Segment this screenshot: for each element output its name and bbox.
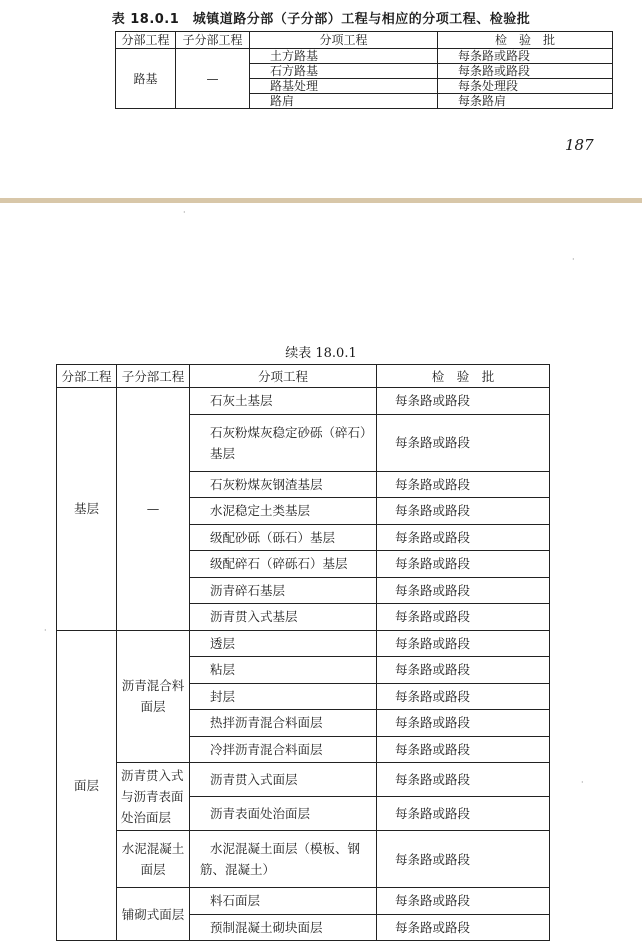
lot-cell: 每条路或路段	[377, 831, 550, 888]
item-cell: 级配砂砾（砾石）基层	[190, 524, 377, 551]
lot-cell: 每条路或路段	[377, 604, 550, 631]
division-cell: 基层	[57, 388, 117, 631]
lot-cell: 每条路肩	[438, 94, 613, 109]
continued-table-title: 续表 18.0.1	[285, 346, 357, 361]
item-cell: 路肩	[250, 94, 438, 109]
item-cell: 预制混凝土砌块面层	[190, 914, 377, 941]
item-cell: 封层	[190, 683, 377, 710]
table-row	[57, 831, 550, 888]
lot-cell: 每条路或路段	[377, 710, 550, 737]
scan-speck: ·	[44, 626, 47, 635]
lot-cell: 每条路或路段	[377, 683, 550, 710]
lot-cell: 每条路或路段	[377, 524, 550, 551]
division-cell: 路基	[116, 49, 176, 109]
page-divider	[0, 198, 642, 203]
item-cell: 料石面层	[190, 888, 377, 915]
header-item: 分项工程	[190, 365, 377, 388]
lot-cell: 每条路或路段	[377, 657, 550, 684]
item-cell: 石灰粉煤灰钢渣基层	[190, 471, 377, 498]
lot-cell: 每条路或路段	[377, 471, 550, 498]
item-cell: 石灰粉煤灰稳定砂砾（碎石）基层	[190, 414, 377, 471]
division-cell: 面层	[57, 630, 117, 941]
item-cell: 级配碎石（碎砾石）基层	[190, 551, 377, 578]
table-row	[57, 888, 550, 915]
lot-cell: 每条路或路段	[377, 736, 550, 763]
item-cell: 沥青碎石基层	[190, 577, 377, 604]
continued-division-table	[56, 364, 550, 941]
lot-cell: 每条路或路段	[377, 551, 550, 578]
item-cell: 土方路基	[250, 49, 438, 64]
item-cell: 石方路基	[250, 64, 438, 79]
table-title: 表 18.0.1 城镇道路分部（子分部）工程与相应的分项工程、检验批	[111, 12, 531, 27]
item-cell: 路基处理	[250, 79, 438, 94]
division-table	[115, 31, 613, 109]
lot-cell: 每条路或路段	[377, 763, 550, 797]
lot-cell: 每条路或路段	[377, 388, 550, 415]
lot-cell: 每条路或路段	[377, 414, 550, 471]
page-number: 187	[565, 136, 594, 154]
table-header-row	[116, 32, 613, 49]
lot-cell: 每条路或路段	[438, 64, 613, 79]
header-division: 分部工程	[116, 32, 176, 49]
table-row	[57, 763, 550, 797]
lot-cell: 每条路或路段	[377, 914, 550, 941]
item-cell: 热拌沥青混合料面层	[190, 710, 377, 737]
item-cell: 水泥稳定土类基层	[190, 498, 377, 525]
table-row	[57, 630, 550, 657]
upper-page	[0, 0, 642, 196]
header-subdivision: 子分部工程	[117, 365, 190, 388]
subdivision-cell: 铺砌式面层	[117, 888, 190, 941]
lot-cell: 每条路或路段	[377, 888, 550, 915]
item-cell: 沥青贯入式基层	[190, 604, 377, 631]
table-row	[57, 388, 550, 415]
subdivision-cell: 沥青贯入式与沥青表面处治面层	[117, 763, 190, 831]
subdivision-cell: 沥青混合料面层	[117, 630, 190, 763]
subdivision-cell: —	[176, 49, 250, 109]
scan-speck: ·	[183, 208, 186, 217]
header-item: 分项工程	[250, 32, 438, 49]
scan-speck: ·	[581, 778, 584, 787]
subdivision-cell: —	[117, 388, 190, 631]
item-cell: 水泥混凝土面层（模板、钢筋、混凝土）	[190, 831, 377, 888]
scan-speck: ·	[572, 255, 575, 264]
item-cell: 透层	[190, 630, 377, 657]
header-division: 分部工程	[57, 365, 117, 388]
lot-cell: 每条路或路段	[377, 630, 550, 657]
header-lot: 检 验 批	[438, 32, 613, 49]
item-cell: 石灰土基层	[190, 388, 377, 415]
lot-cell: 每条路或路段	[377, 577, 550, 604]
lot-cell: 每条路或路段	[438, 49, 613, 64]
subdivision-cell: 水泥混凝土面层	[117, 831, 190, 888]
header-subdivision: 子分部工程	[176, 32, 250, 49]
table-header-row	[57, 365, 550, 388]
lot-cell: 每条处理段	[438, 79, 613, 94]
table-row	[116, 49, 613, 64]
item-cell: 沥青贯入式面层	[190, 763, 377, 797]
header-lot: 检 验 批	[377, 365, 550, 388]
lot-cell: 每条路或路段	[377, 498, 550, 525]
item-cell: 粘层	[190, 657, 377, 684]
item-cell: 冷拌沥青混合料面层	[190, 736, 377, 763]
lot-cell: 每条路或路段	[377, 797, 550, 831]
item-cell: 沥青表面处治面层	[190, 797, 377, 831]
